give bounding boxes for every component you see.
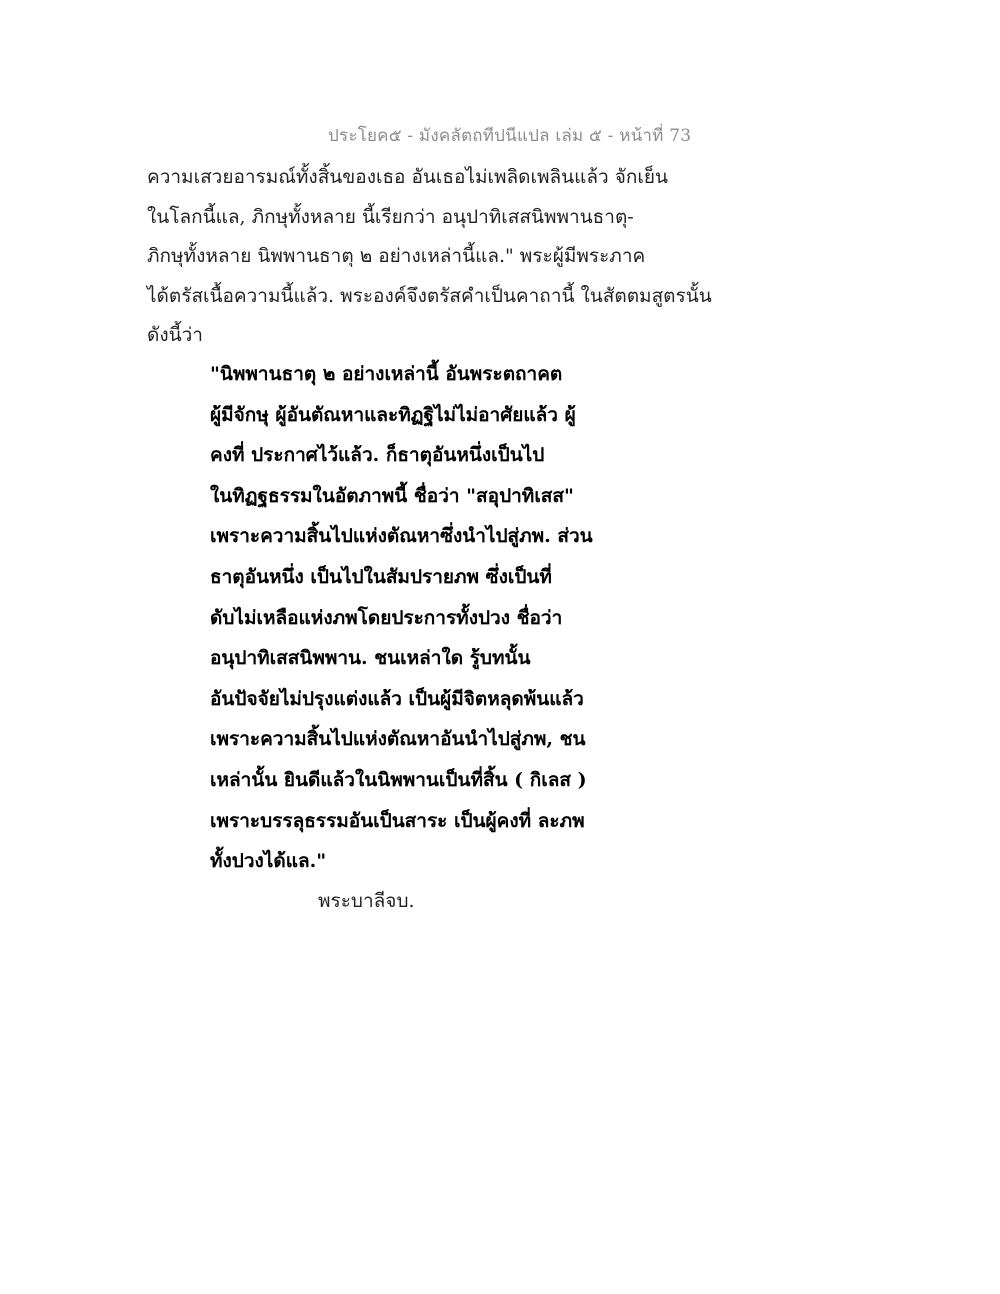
verse-line: อนุปาทิเสสนิพพาน. ชนเหล่าใด รู้บทนั้น <box>210 647 531 670</box>
paragraph-line: ในโลกนี้แล, ภิกษุทั้งหลาย นี้เรียกว่า อนุปาทิเสสนิพพานธาตุ- <box>147 205 634 228</box>
verse-line: เพราะบรรลุธรรมอันเป็นสาระ เป็นผู้คงที่ ละภพ <box>210 809 585 832</box>
paragraph-line: ความเสวยอารมณ์ทั้งสิ้นของเธอ อันเธอไม่เพลิดเพลินแล้ว จักเย็น <box>147 166 668 188</box>
paragraph-line: ได้ตรัสเนื้อความนี้แล้ว. พระองค์จึงตรัสคำเป็นคาถานี้ ในสัตตมสูตรนั้น <box>147 284 712 307</box>
verse-block <box>210 354 630 882</box>
page-header: ประโยค๕ - มังคลัตถทีปนีแปล เล่ม ๕ - หน้าที่ 73 <box>328 126 692 146</box>
verse-line: ทั้งปวงได้แล." <box>210 850 327 873</box>
verse-line: เพราะความสิ้นไปแห่งตัณหาอันนำไปสู่ภพ, ชน <box>210 728 586 751</box>
paragraph-line: ภิกษุทั้งหลาย นิพพานธาตุ ๒ อย่างเหล่านี้แล." พระผู้มีพระภาค <box>147 245 646 267</box>
verse-line: ผู้มีจักษุ ผู้อันตัณหาและทิฏฐิไม่ไม่อาศัยแล้ว ผู้ <box>210 403 576 426</box>
section-ending: พระบาลีจบ. <box>318 890 415 912</box>
verse-line: เหล่านั้น ยินดีแล้วในนิพพานเป็นที่สิ้น ( กิเลส ) <box>210 768 587 791</box>
verse-line: คงที่ ประกาศไว้แล้ว. ก็ธาตุอันหนึ่งเป็นไป <box>210 444 545 467</box>
verse-line: ดับไม่เหลือแห่งภพโดยประการทั้งปวง ชื่อว่า <box>210 606 563 629</box>
verse-line: ธาตุอันหนึ่ง เป็นไปในสัมปรายภพ ซึ่งเป็นที่ <box>210 565 552 588</box>
verse-line: เพราะความสิ้นไปแห่งตัณหาซึ่งนำไปสู่ภพ. ส่วน <box>210 525 593 548</box>
body-paragraph <box>147 158 747 356</box>
verse-line: อันปัจจัยไม่ปรุงแต่งแล้ว เป็นผู้มีจิตหลุดพ้นแล้ว <box>210 687 584 710</box>
verse-line: ในทิฏฐธรรมในอัตภาพนี้ ชื่อว่า "สอุปาทิเสส" <box>210 484 574 507</box>
verse-line: "นิพพานธาตุ ๒ อย่างเหล่านี้ อันพระตถาคต <box>210 363 563 385</box>
paragraph-line: ดังนี้ว่า <box>147 324 203 346</box>
